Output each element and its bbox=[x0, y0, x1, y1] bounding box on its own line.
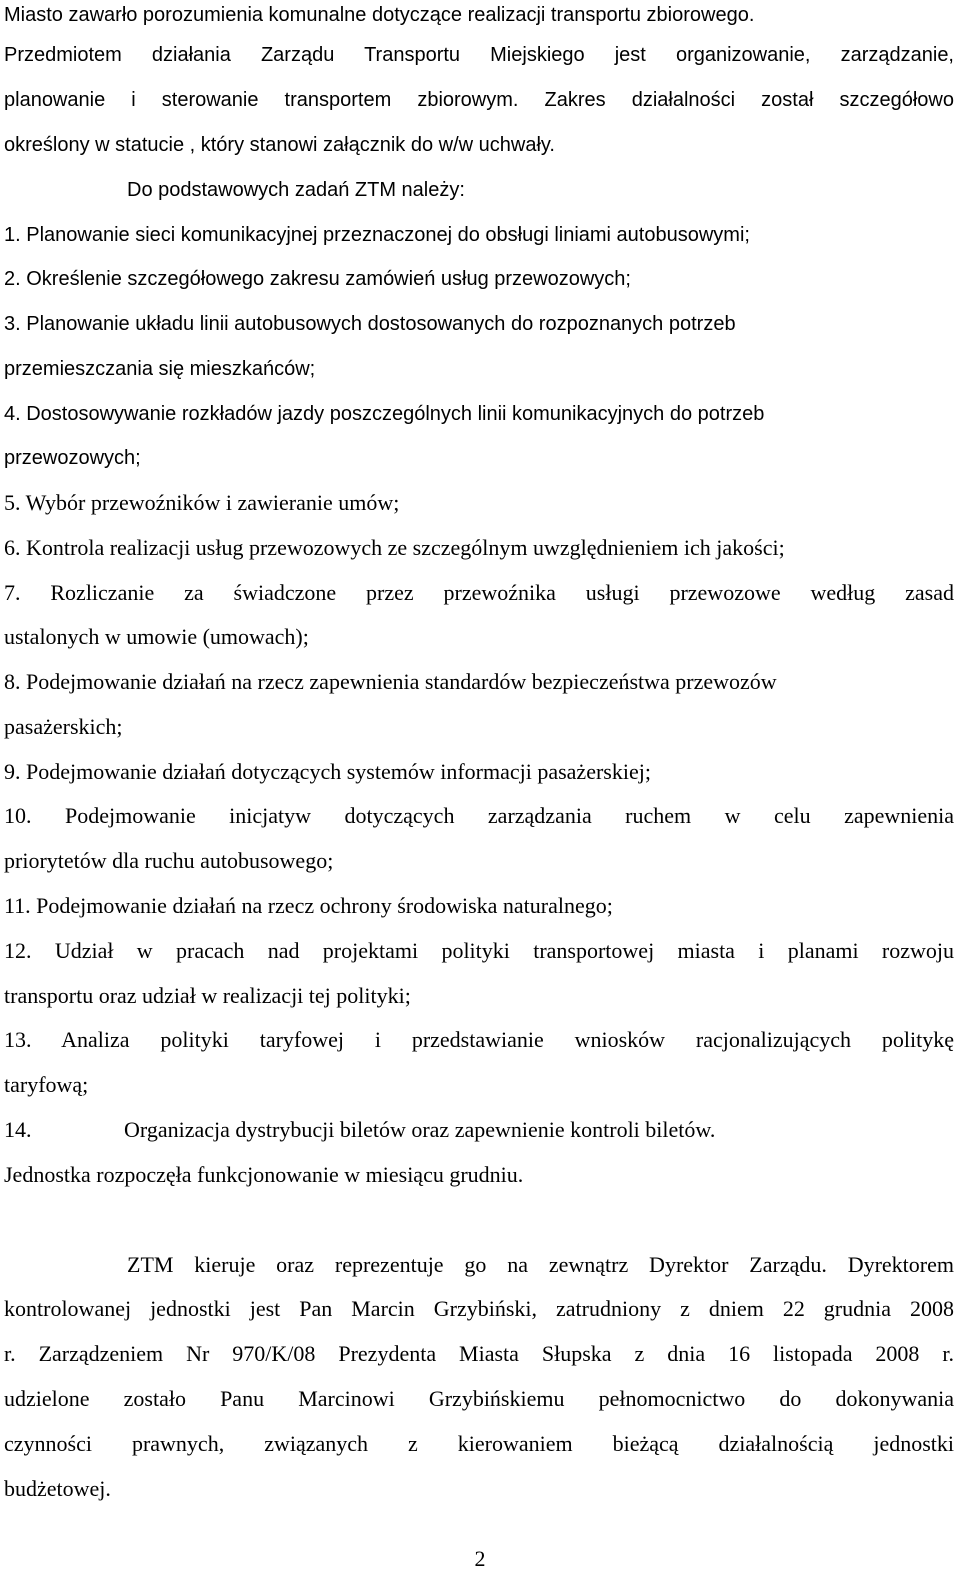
task-item-3-line-2: przemieszczania się mieszkańców; bbox=[4, 358, 316, 380]
task-item-4-line-1: 4. Dostosowywanie rozkładów jazdy poszczególnych linii komunikacyjnych do potrzeb bbox=[4, 403, 765, 425]
task-item-10-line-1: 10. Podejmowanie inicjatyw dotyczących zarządzania ruchem w celu zapewnienia bbox=[4, 803, 954, 828]
task-item-11: 11. Podejmowanie działań na rzecz ochrony środowiska naturalnego; bbox=[4, 893, 613, 918]
task-item-8-line-1: 8. Podejmowanie działań na rzecz zapewnienia standardów bezpieczeństwa przewozów bbox=[4, 669, 777, 694]
task-item-7-line-1: 7. Rozliczanie za świadczone przez przewoźnika usługi przewozowe według zasad bbox=[4, 580, 954, 605]
task-item-10-line-2: priorytetów dla ruchu autobusowego; bbox=[4, 848, 334, 873]
task-item-2: 2. Określenie szczegółowego zakresu zamówień usług przewozowych; bbox=[4, 268, 631, 290]
intro-line-2: Przedmiotem działania Zarządu Transportu Miejskiego jest organizowanie, zarządzanie, bbox=[4, 44, 954, 66]
page-number: 2 bbox=[474, 1546, 486, 1571]
closing-sentence: Jednostka rozpoczęła funkcjonowanie w miesiącu grudniu. bbox=[4, 1162, 524, 1187]
task-item-12-line-1: 12. Udział w pracach nad projektami polityki transportowej miasta i planami rozwoju bbox=[4, 938, 954, 963]
task-item-8-line-2: pasażerskich; bbox=[4, 714, 123, 739]
director-line-3: r. Zarządzeniem Nr 970/K/08 Prezydenta Miasta Słupska z dnia 16 listopada 2008 r. bbox=[4, 1341, 954, 1366]
intro-line-1: Miasto zawarło porozumienia komunalne dotyczące realizacji transportu zbiorowego. bbox=[4, 4, 755, 26]
director-line-5: czynności prawnych, związanych z kierowaniem bieżącą działalnością jednostki bbox=[4, 1431, 954, 1456]
task-item-14-number: 14. bbox=[4, 1117, 32, 1142]
director-line-4: udzielone zostało Panu Marcinowi Grzybińskiemu pełnomocnictwo do dokonywania bbox=[4, 1386, 954, 1411]
intro-line-3: planowanie i sterowanie transportem zbiorowym. Zakres działalności został szczegółowo bbox=[4, 89, 954, 111]
task-item-4-line-2: przewozowych; bbox=[4, 447, 141, 469]
director-line-2: kontrolowanej jednostki jest Pan Marcin Grzybiński, zatrudniony z dniem 22 grudnia 2008 bbox=[4, 1296, 954, 1321]
task-item-14-text: Organizacja dystrybucji biletów oraz zapewnienie kontroli biletów. bbox=[124, 1117, 716, 1142]
task-item-5: 5. Wybór przewoźników i zawieranie umów; bbox=[4, 490, 400, 515]
task-item-13-line-1: 13. Analiza polityki taryfowej i przedstawianie wniosków racjonalizujących politykę bbox=[4, 1027, 954, 1052]
task-item-13-line-2: taryfową; bbox=[4, 1072, 89, 1097]
task-item-7-line-2: ustalonych w umowie (umowach); bbox=[4, 624, 309, 649]
intro-line-4: określony w statucie , który stanowi załącznik do w/w uchwały. bbox=[4, 134, 555, 156]
task-item-9: 9. Podejmowanie działań dotyczących systemów informacji pasażerskiej; bbox=[4, 759, 651, 784]
task-item-14 bbox=[4, 1115, 954, 1145]
director-line-6: budżetowej. bbox=[4, 1476, 111, 1501]
task-item-6: 6. Kontrola realizacji usług przewozowych ze szczególnym uwzględnieniem ich jakości; bbox=[4, 535, 785, 560]
tasks-heading: Do podstawowych zadań ZTM należy: bbox=[127, 179, 465, 201]
task-item-1: 1. Planowanie sieci komunikacyjnej przeznaczonej do obsługi liniami autobusowymi; bbox=[4, 224, 750, 246]
director-line-1: ZTM kieruje oraz reprezentuje go na zewnątrz Dyrektor Zarządu. Dyrektorem bbox=[127, 1252, 954, 1277]
task-item-3-line-1: 3. Planowanie układu linii autobusowych dostosowanych do rozpoznanych potrzeb bbox=[4, 313, 736, 335]
task-item-12-line-2: transportu oraz udział w realizacji tej polityki; bbox=[4, 983, 411, 1008]
